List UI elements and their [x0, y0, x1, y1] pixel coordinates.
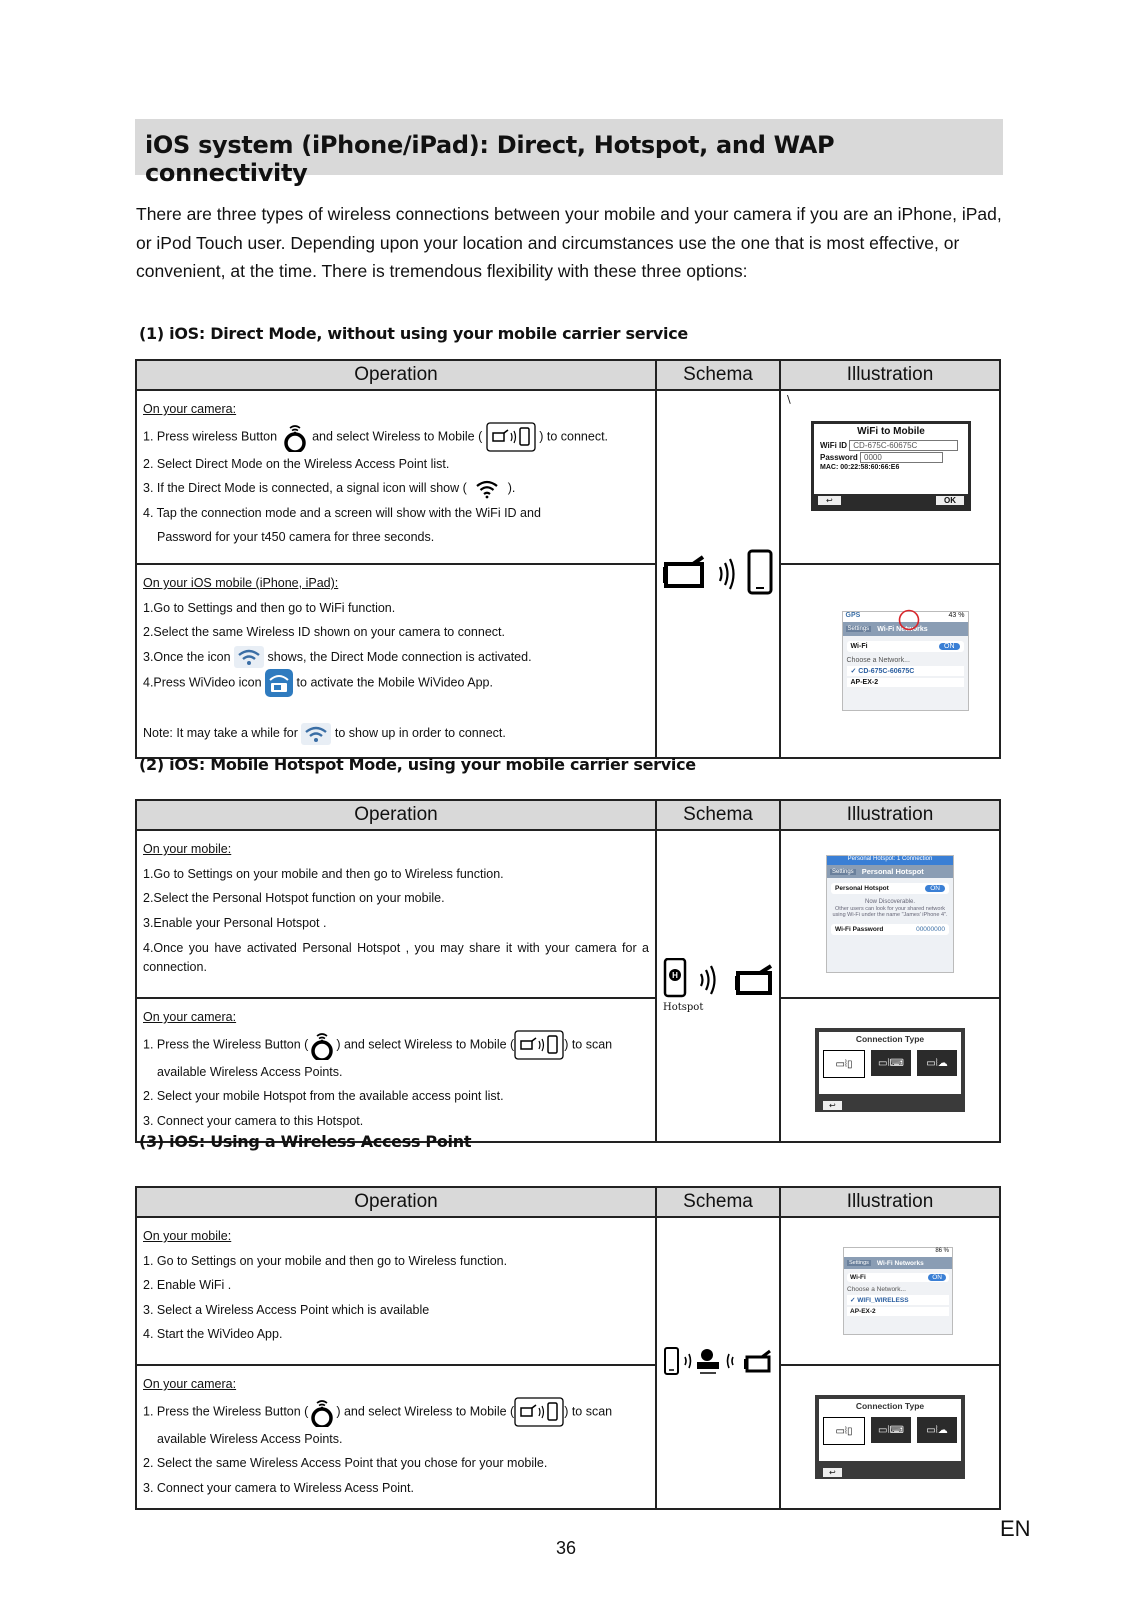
s3-cam1c: ) to scan — [564, 1403, 613, 1418]
ios-wifi-networks-screen — [843, 1247, 953, 1335]
s1-illustration-camera — [780, 390, 1000, 564]
s1-camera-heading: On your camera: — [143, 402, 237, 416]
s3-illustration-camera — [780, 1365, 1000, 1509]
wivideo-app-icon — [265, 669, 293, 697]
s1-schema — [656, 390, 780, 758]
back-arrow-icon[interactable]: ↩ — [818, 496, 841, 505]
s2-illustration-camera — [780, 998, 1000, 1142]
header-operation: Operation — [136, 800, 656, 830]
settings-back-button[interactable]: Settings — [832, 868, 854, 875]
section-2-table — [135, 799, 1001, 1143]
section-1-title: (1) iOS: Direct Mode, without using your mobile carrier service — [139, 324, 688, 343]
hotspot-info-text: Other users can look for your shared network using Wi-Fi under the name "James' iPhone 4". — [832, 906, 948, 918]
wifi-password-value[interactable]: 00000000 — [916, 926, 945, 933]
mode-mobile-option[interactable]: ▭⦚▯ — [823, 1050, 865, 1078]
dialog-pw-label: Password — [820, 453, 858, 462]
s1-mob4b: to activate the Mobile WiVideo App. — [296, 675, 493, 690]
s2-cam2: 2. Select your mobile Hotspot from the available access point list. — [143, 1089, 504, 1103]
s1-mob3a: 3.Once the icon — [143, 649, 231, 664]
s2-camera-steps — [136, 998, 656, 1142]
discoverable-text: Now Discoverable. — [864, 899, 916, 905]
s3-cam1a: 1. Press the Wireless Button ( — [143, 1403, 309, 1418]
phone-accesspoint-camera-schema-icon — [663, 1346, 775, 1376]
wifi-row-label: Wi-Fi — [850, 1274, 866, 1281]
s3-mobile-heading: On your mobile: — [143, 1229, 232, 1243]
s3-cam1b: ) and select Wireless to Mobile ( — [336, 1403, 515, 1418]
s2-schema — [656, 830, 780, 1142]
hotspot-toggle[interactable]: ON — [925, 885, 945, 892]
ios-wifi-icon — [301, 723, 331, 745]
s2-cam1b: ) and select Wireless to Mobile ( — [336, 1036, 515, 1051]
s1-cam3a: 3. If the Direct Mode is connected, a signal icon will show ( — [143, 481, 467, 495]
header-illustration: Illustration — [780, 1187, 1000, 1217]
s1-note-b: to show up in order to connect. — [334, 726, 506, 740]
hotspot-to-camera-schema-icon — [663, 958, 775, 998]
s3-cam1d: available Wireless Access Points. — [157, 1431, 343, 1446]
header-illustration: Illustration — [780, 800, 1000, 830]
s3-camera-steps — [136, 1365, 656, 1509]
header-schema: Schema — [656, 360, 780, 390]
s1-cam4b: Password for your t450 camera for three seconds. — [157, 530, 435, 544]
status-gps: GPS — [845, 612, 861, 619]
connection-type-screen — [815, 1395, 965, 1479]
s1-cam3b: ). — [507, 481, 516, 495]
choose-network-label: Choose a Network... — [846, 657, 910, 664]
stray-backslash: \ — [787, 393, 791, 406]
hotspot-label: Hotspot — [663, 1002, 704, 1013]
connection-type-title: Connection Type — [855, 1401, 925, 1411]
s1-mob3b: shows, the Direct Mode connection is activated. — [267, 649, 532, 664]
s2-cam1c: ) to scan — [564, 1036, 613, 1051]
s1-camera-steps — [136, 390, 656, 564]
connection-type-screen — [815, 1028, 965, 1112]
s1-mobile-steps — [136, 564, 656, 758]
page-title: iOS system (iPhone/iPad): Direct, Hotspot, and WAP connectivity — [135, 119, 1003, 175]
header-operation: Operation — [136, 360, 656, 390]
ok-button[interactable]: OK — [936, 496, 964, 505]
language-label: EN — [1000, 1516, 1031, 1541]
dialog-id-label: WiFi ID — [820, 441, 848, 450]
hotspot-row-label: Personal Hotspot — [835, 885, 889, 892]
s2-camera-heading: On your camera: — [143, 1010, 237, 1024]
screen-title: Wi-Fi Networks — [876, 1259, 924, 1267]
s1-illustration-ios — [780, 564, 1000, 758]
wifi-toggle[interactable]: ON — [939, 643, 960, 650]
header-schema: Schema — [656, 1187, 780, 1217]
wifi-toggle[interactable]: ON — [928, 1274, 946, 1281]
dialog-pw-value: 0000 — [860, 452, 943, 463]
wireless-button-icon — [308, 1397, 336, 1427]
network-item[interactable]: AP-EX-2 — [847, 1307, 949, 1316]
s1-mob2: 2.Select the same Wireless ID shown on your camera to connect. — [143, 625, 505, 639]
s1-mob4a: 4.Press WiVideo icon — [143, 675, 262, 690]
wireless-button-icon — [281, 422, 309, 452]
s3-schema — [656, 1217, 780, 1509]
s2-cam3: 3. Connect your camera to this Hotspot. — [143, 1113, 364, 1128]
s2-mob2: 2.Select the Personal Hotspot function on your mobile. — [143, 891, 445, 905]
ios-personal-hotspot-screen — [826, 855, 954, 973]
dialog-id-value: CD-675C-60675C — [849, 440, 958, 451]
wifi-signal-icon — [470, 479, 504, 499]
s2-mob1: 1.Go to Settings on your mobile and then go to Wireless function. — [143, 866, 504, 881]
s2-mob3: 3.Enable your Personal Hotspot . — [143, 915, 327, 930]
s1-mob1: 1.Go to Settings and then go to WiFi function. — [143, 600, 396, 615]
header-operation: Operation — [136, 1187, 656, 1217]
s3-mob3: 3. Select a Wireless Access Point which is available — [143, 1302, 430, 1317]
wifi-password-label: Wi-Fi Password — [835, 926, 884, 933]
s3-camera-heading: On your camera: — [143, 1377, 237, 1391]
s1-cam4: 4. Tap the connection mode and a screen will show with the WiFi ID and — [143, 505, 541, 520]
screen-title: Personal Hotspot — [861, 867, 924, 876]
dialog-title: WiFi to Mobile — [857, 426, 925, 437]
back-arrow-icon[interactable]: ↩ — [823, 1101, 842, 1110]
s2-mobile-heading: On your mobile: — [143, 842, 232, 856]
ios-wifi-networks-screen — [842, 611, 969, 711]
wireless-to-mobile-icon — [514, 1397, 564, 1427]
s1-mobile-heading: On your iOS mobile (iPhone, iPad): — [143, 576, 339, 590]
choose-network-label: Choose a Network... — [847, 1286, 906, 1293]
s3-cam2: 2. Select the same Wireless Access Point that you chose for your mobile. — [143, 1456, 548, 1470]
camera-to-phone-schema-icon — [663, 549, 775, 595]
screen-title: Wi-Fi Networks — [877, 625, 928, 633]
dialog-mac: MAC: 00:22:58:60:66:E6 — [820, 464, 900, 471]
status-battery: 86 % — [844, 1248, 952, 1257]
network-item[interactable]: ✓ WIFI_WIRELESS — [847, 1295, 949, 1305]
network-item[interactable]: AP-EX-2 — [847, 678, 964, 687]
s1-note-a: Note: It may take a while for — [143, 726, 298, 740]
mode-mobile-option[interactable]: ▭⦚▯ — [823, 1417, 865, 1445]
section-2-title: (2) iOS: Mobile Hotspot Mode, using your mobile carrier service — [139, 755, 696, 774]
intro-paragraph: There are three types of wireless connections between your mobile and your camera if you are an iPhone, iPad, or iPod Touch user. Depending upon your location and circumstances use the one that is most effective, or convenient, at the time. There is tremendous flexibility with these three options: — [136, 204, 1002, 281]
s3-mob4: 4. Start the WiVideo App. — [143, 1327, 283, 1341]
s3-illustration-ios — [780, 1217, 1000, 1365]
s1-cam1a: 1. Press wireless Button — [143, 428, 278, 443]
settings-back-button[interactable]: Settings — [849, 1260, 869, 1266]
header-schema: Schema — [656, 800, 780, 830]
s2-mob4: 4.Once you have activated Personal Hotspot , you may share it with your camera for a connection. — [143, 941, 649, 974]
s1-cam1c: ) to connect. — [539, 428, 609, 443]
s2-cam1a: 1. Press the Wireless Button ( — [143, 1036, 309, 1051]
wireless-to-mobile-icon — [514, 1030, 564, 1060]
section-1-table — [135, 359, 1001, 759]
s3-mobile-steps — [136, 1217, 656, 1365]
mode-cloud-option[interactable]: ▭⦚☁ — [917, 1050, 957, 1076]
hotspot-banner: Personal Hotspot: 1 Connection — [827, 856, 953, 865]
wireless-to-mobile-icon — [486, 422, 536, 452]
mode-laptop-option[interactable]: ▭⦚⌨ — [871, 1050, 911, 1076]
mode-laptop-option[interactable]: ▭⦚⌨ — [871, 1417, 911, 1443]
section-3-table — [135, 1186, 1001, 1510]
wifi-to-mobile-dialog — [811, 421, 971, 511]
ios-wifi-icon — [234, 646, 264, 668]
header-illustration: Illustration — [780, 360, 1000, 390]
connection-type-title: Connection Type — [855, 1034, 925, 1044]
s2-mobile-steps — [136, 830, 656, 998]
back-arrow-icon[interactable]: ↩ — [823, 1468, 842, 1477]
mode-cloud-option[interactable]: ▭⦚☁ — [917, 1417, 957, 1443]
wireless-button-icon — [308, 1030, 336, 1060]
s2-cam1d: available Wireless Access Points. — [157, 1064, 343, 1079]
highlight-circle-icon — [898, 609, 920, 631]
section-3-title: (3) iOS: Using a Wireless Access Point — [139, 1132, 472, 1151]
s3-mob1: 1. Go to Settings on your mobile and then go to Wireless function. — [143, 1253, 508, 1268]
status-battery: 43 % — [948, 612, 965, 619]
wifi-row-label: Wi-Fi — [850, 643, 868, 650]
s1-cam2: 2. Select Direct Mode on the Wireless Access Point list. — [143, 456, 450, 471]
s1-cam1b: and select Wireless to Mobile ( — [312, 428, 483, 443]
s3-mob2: 2. Enable WiFi . — [143, 1278, 232, 1292]
s2-illustration-ios — [780, 830, 1000, 998]
settings-back-button[interactable]: Settings — [847, 626, 870, 632]
network-item[interactable]: ✓ CD-675C-60675C — [847, 666, 964, 676]
svg-text:H: H — [672, 971, 678, 980]
s3-cam3: 3. Connect your camera to Wireless Acess Point. — [143, 1480, 414, 1495]
page-number: 36 — [556, 1538, 577, 1558]
